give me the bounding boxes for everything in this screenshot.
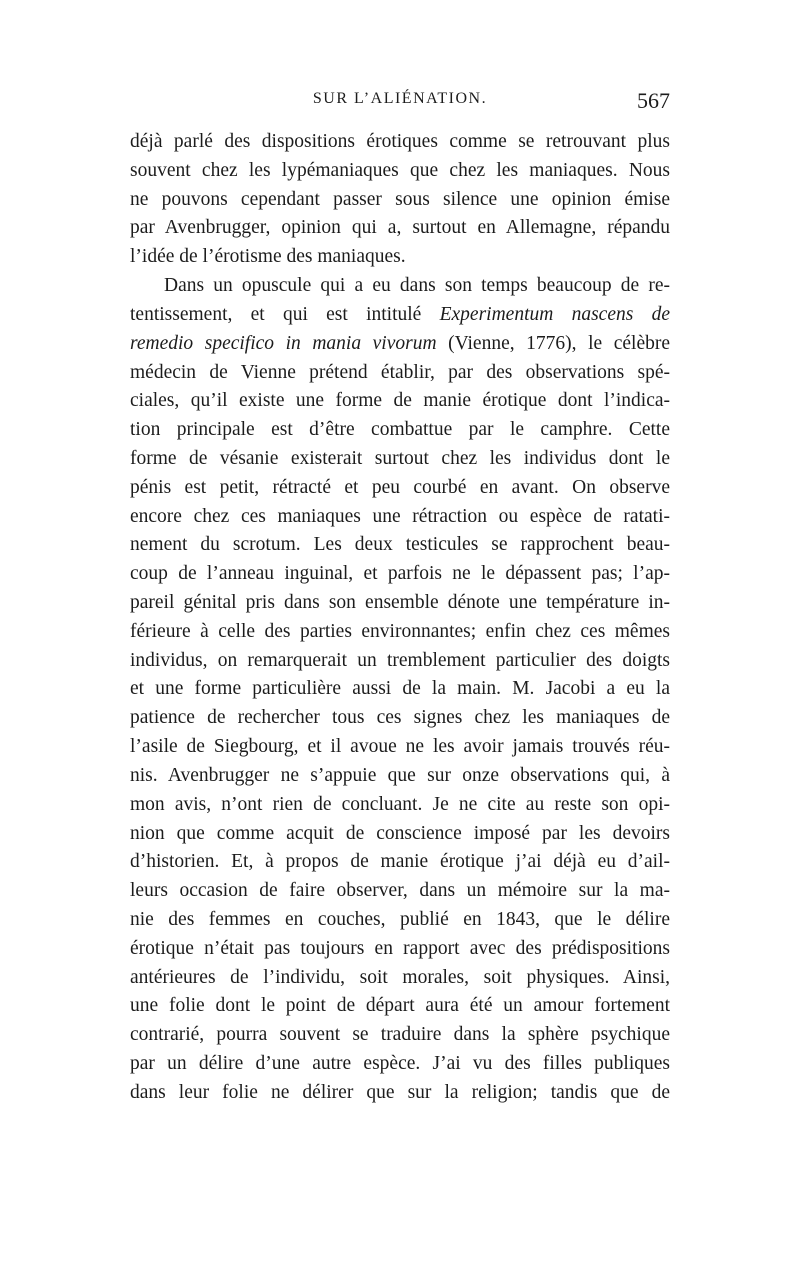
text-line: une folie dont le point de départ aura été un amour fortement (130, 995, 670, 1017)
page-number: 567 (637, 88, 670, 113)
text-line: férieure à celle des parties environnantes; enfin chez ces mêmes (130, 620, 670, 642)
text-line: d’historien. Et, à propos de manie érotique j’ai déjà eu d’ail- (130, 851, 670, 873)
text-line: nion que comme acquit de conscience imposé par les devoirs (130, 822, 670, 844)
text-line: mon avis, n’ont rien de concluant. Je ne cite au reste son opi- (130, 793, 670, 815)
text-line: antérieures de l’individu, soit morales, soit physiques. Ainsi, (130, 966, 670, 988)
text-line: nis. Avenbrugger ne s’appuie que sur onze observations qui, à (130, 764, 670, 786)
text-line: ciales, qu’il existe une forme de manie érotique dont l’indica- (130, 390, 670, 412)
text-line: contrarié, pourra souvent se traduire dans la sphère psychique (130, 1024, 670, 1046)
text-line: médecin de Vienne prétend établir, par des observations spé- (130, 361, 670, 383)
text-line-with-title (130, 330, 670, 359)
text-line: l’asile de Siegbourg, et il avoue ne les avoir jamais trouvés réu- (130, 736, 670, 758)
text-line: nement du scrotum. Les deux testicules se rapprochent beau- (130, 534, 670, 556)
text-line: individus, on remarquerait un tremblement particulier des doigts (130, 649, 670, 671)
text-line: pareil génital pris dans son ensemble dénote une température in- (130, 592, 670, 613)
text-line: et une forme particulière aussi de la main. M. Jacobi a eu la (130, 678, 670, 700)
text-line: l’idée de l’érotisme des maniaques. (130, 246, 406, 268)
text-line: par Avenbrugger, opinion qui a, surtout en Allemagne, répandu (130, 217, 670, 239)
text-line: nie des femmes en couches, publié en 1843, que le délire (130, 908, 670, 930)
text-line: encore chez ces maniaques une rétraction ou espèce de ratati- (130, 505, 670, 527)
text-line: ne pouvons cependant passer sous silence une opinion émise (130, 188, 670, 210)
work-title-italic: remedio specifico in mania vivorum (130, 332, 437, 354)
text-line: souvent chez les lypémaniaques que chez les maniaques. Nous (130, 159, 670, 181)
text-line: déjà parlé des dispositions érotiques comme se retrouvant plus (130, 131, 670, 152)
text-fragment: tentissement, et qui est intitulé (130, 303, 422, 325)
work-title-italic: Experimentum nascens de (439, 303, 671, 325)
text-line: tion principale est d’être combattue par le camphre. Cette (130, 419, 670, 441)
text-line: patience de rechercher tous ces signes chez les maniaques de (130, 707, 670, 729)
body-text (130, 128, 670, 1108)
text-line: leurs occasion de faire observer, dans un mémoire sur la ma- (130, 880, 670, 902)
text-line: érotique n’était pas toujours en rapport avec des prédispositions (130, 937, 670, 959)
text-line-with-title (130, 301, 670, 330)
text-line: par un délire d’une autre espèce. J’ai vu des filles publiques (130, 1053, 670, 1074)
text-line: pénis est petit, rétracté et peu courbé en avant. On observe (130, 476, 670, 498)
running-head (130, 88, 670, 118)
text-line: dans leur folie ne délirer que sur la religion; tandis que de (130, 1081, 670, 1103)
text-fragment: (Vienne, 1776), le célèbre (448, 332, 670, 354)
running-title: SUR L’ALIÉNATION. (312, 90, 488, 107)
text-line: coup de l’anneau inguinal, et parfois ne le dépassent pas; l’ap- (130, 563, 670, 585)
text-line: Dans un opuscule qui a eu dans son temps beaucoup de re- (164, 275, 670, 297)
text-line: forme de vésanie existerait surtout chez les individus dont le (130, 447, 670, 469)
